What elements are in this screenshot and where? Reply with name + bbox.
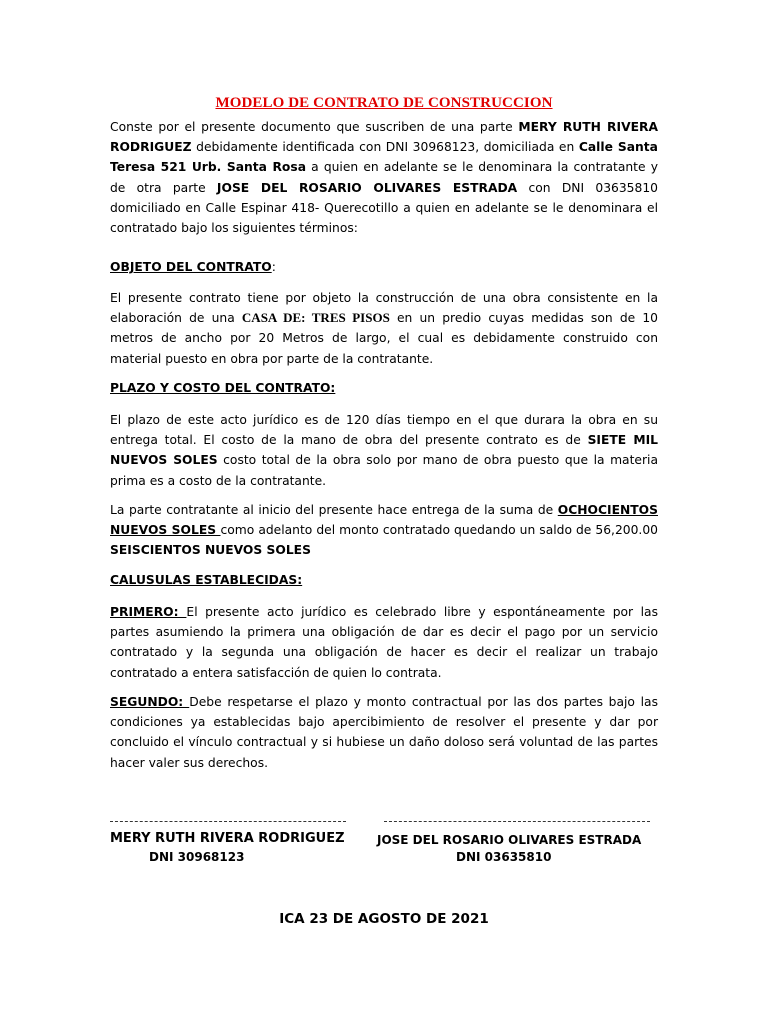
intro-paragraph: Conste por el presente documento que suscriben de una parte MERY RUTH RIVERA RODRIGUEZ debidamente identificada con DNI 30968123, domiciliada en Calle Santa Teresa 521 Urb. Santa Rosa a quien en adelante se le denominara la contratante y de otra parte JOSE DEL ROSARIO OLIVARES ESTRADA con DNI 03635810 domiciliado en Calle Espinar 418- Querecotillo a quien en adelante se le denominara el contratado bajo los siguientes términos: [110, 120, 658, 236]
clausulas-heading: CALUSULAS ESTABLECIDAS: [110, 573, 303, 587]
signature-dni-contratado: DNI 03635810 [456, 850, 552, 864]
place-and-date: ICA 23 DE AGOSTO DE 2021 [279, 911, 489, 927]
costo-monto: SIETE MIL NUEVOS SOLES [110, 433, 658, 468]
signature-name-contratante: MERY RUTH RIVERA RODRIGUEZ [110, 831, 345, 846]
signature-line-contratado [384, 821, 650, 822]
document-title: MODELO DE CONTRATO DE CONSTRUCCION [215, 95, 553, 111]
objeto-paragraph: El presente contrato tiene por objeto la construcción de una obra consistente en la elaboración de una CASA DE: TRES PISOS en un predio cuyas medidas son de 10 metros de ancho por 20 Metros de largo, el cual es debidamente construido con material puesto en obra por parte de la contratante. [110, 291, 658, 366]
primero-label: PRIMERO: [110, 605, 187, 619]
adelanto-paragraph: La parte contratante al inicio del presente hace entrega de la suma de OCHOCIENTOS NUEVOS SOLES como adelanto del monto contratado quedando un saldo de 56,200.00 SEISCIENTOS NUEVOS SOLES [110, 503, 658, 558]
plazo-paragraph: El plazo de este acto jurídico es de 120 días tiempo en el que durara la obra en su entrega total. El costo de la mano de obra del presente contrato es de SIETE MIL NUEVOS SOLES costo total de la obra solo por mano de obra puesto que la materia prima es a costo de la contratante. [110, 413, 658, 488]
saldo-monto: SEISCIENTOS NUEVOS SOLES [110, 543, 311, 558]
casa-descripcion: CASA DE: TRES PISOS [241, 310, 390, 326]
party2-name: JOSE DEL ROSARIO OLIVARES ESTRADA [216, 180, 518, 195]
clausula-primero: PRIMERO: El presente acto jurídico es celebrado libre y espontáneamente por las partes asumiendo la primera una obligación de dar es decir el pago por un servicio contratado y la segunda una obligación de hacer es decir el realizar un trabajo contratado a entera satisfacción de quien lo contrata. [110, 605, 658, 680]
plazo-heading: PLAZO Y COSTO DEL CONTRATO: [110, 381, 336, 395]
objeto-heading: OBJETO DEL CONTRATO: [110, 260, 276, 274]
clausula-segundo: SEGUNDO: Debe respetarse el plazo y monto contractual por las dos partes bajo las condiciones ya establecidas bajo apercibimiento de resolver el presente y dar por concluido el vínculo contractual y si hubiese un daño doloso será voluntad de las partes hacer valer sus derechos. [110, 695, 658, 770]
signature-name-contratado: JOSE DEL ROSARIO OLIVARES ESTRADA [377, 833, 642, 847]
party1-name: MERY RUTH RIVERA RODRIGUEZ [110, 120, 658, 155]
signature-dni-contratante: DNI 30968123 [149, 850, 245, 864]
segundo-label: SEGUNDO: [110, 695, 190, 709]
adelanto-monto: OCHOCIENTOS NUEVOS SOLES [110, 503, 658, 538]
party1-address: Calle Santa Teresa 521 Urb. Santa Rosa [110, 140, 658, 175]
signature-line-contratante [110, 821, 346, 822]
